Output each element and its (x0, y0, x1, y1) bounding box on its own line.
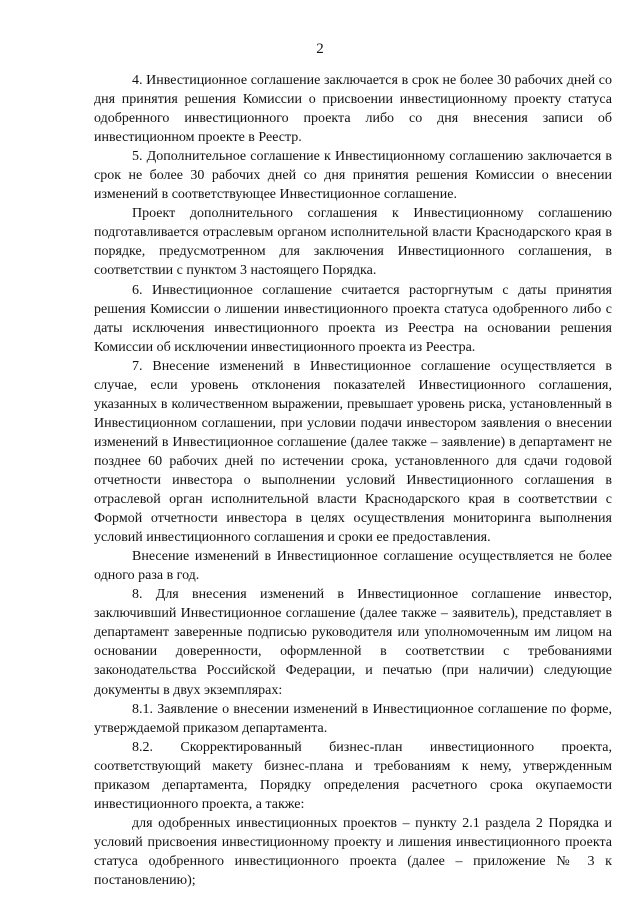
paragraph-8-2-business-plan: 8.2. Скорректированный бизнес-план инвестиционного проекта, соответствующий макету бизнес-плана и требованиям к нему, утвержденным приказом департамента, Порядку определения расчетного срока окупаемости инвестиционного проекта, а также: (94, 739, 612, 812)
paragraph-8-1-application: 8.1. Заявление о внесении изменений в Инвестиционное соглашение по форме, утверждаемой приказом департамента. (94, 701, 612, 736)
paragraph-5-supplementary-agreement: 5. Дополнительное соглашение к Инвестиционному соглашению заключается в срок не более 30 рабочих дней со дня принятия решения Комиссии о внесении изменений в соответствующее Инвестиционное соглашение. (94, 149, 612, 203)
paragraph-supplementary-draft: Проект дополнительного соглашения к Инвестиционному соглашению подготавливается отраслевым органом исполнительной власти Краснодарского края в порядке, предусмотренном для заключения Инвестиционного соглашения, в соответствии с пунктом 3 настоящего Порядка. (94, 206, 612, 279)
page-number: 2 (316, 41, 324, 57)
paragraph-4-agreement-term: 4. Инвестиционное соглашение заключается в срок не более 30 рабочих дней со дня принятия решения Комиссии о присвоении инвестиционному проекту статуса одобренного инвестиционного проекта либо со дня внесения записи об инвестиционном проекте в Реестр. (94, 73, 612, 146)
paragraph-8-documents: 8. Для внесения изменений в Инвестиционное соглашение инвестор, заключивший Инвестиционное соглашение (далее также – заявитель), представляет в департамент заверенные подписью руководителя или уполномоченным им лицом на основании доверенности, оформленной в соответствии с требованиями законодательства Российской Федерации, и печатью (при наличии) следующие документы в двух экземплярах: (94, 587, 612, 698)
paragraph-amendment-frequency: Внесение изменений в Инвестиционное соглашение осуществляется не более одного раза в год. (94, 549, 612, 584)
paragraph-6-termination: 6. Инвестиционное соглашение считается расторгнутым с даты принятия решения Комиссии о лишении инвестиционного проекта статуса одобренного либо с даты исключения инвестиционного проекта из Реестра на основании решения Комиссии об исключении инвестиционного проекта из Реестра. (94, 282, 612, 355)
paragraph-7-amendments: 7. Внесение изменений в Инвестиционное соглашение осуществляется в случае, если уровень отклонения показателей Инвестиционного соглашения, указанных в количественном выражении, превышает уровень риска, установленный в Инвестиционном соглашении, при условии подачи инвестором заявления о внесении изменений в Инвестиционное соглашение (далее также – заявление) в департамент не позднее 60 рабочих дней по истечении срока, установленного для сдачи годовой отчетности инвестора о выполнении условий Инвестиционного соглашения в отраслевой орган исполнительной власти Краснодарского края в соответствии с Формой отчетности инвестора в целях осуществления мониторинга выполнения условий инвестиционного соглашения и сроки ее предоставления. (94, 358, 612, 546)
paragraph-approved-projects: для одобренных инвестиционных проектов – пункту 2.1 раздела 2 Порядка и условий присвоения инвестиционному проекту и лишения инвестиционного проекта статуса одобренного инвестиционного проекта (далее – приложение № 3 к постановлению); (94, 815, 612, 888)
document-body (94, 71, 612, 890)
